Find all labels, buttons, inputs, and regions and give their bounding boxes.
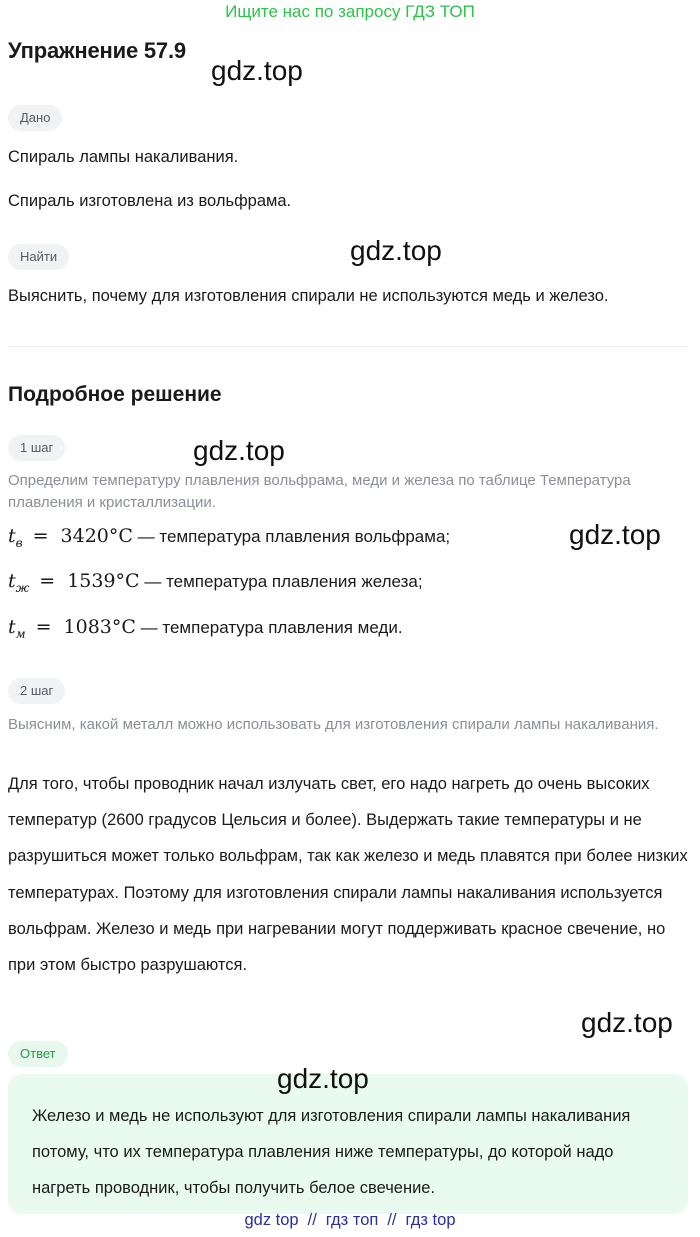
formula-copper: $t_м = 1083^\circ C$ — температура плавления меди. <box>8 616 403 641</box>
formula-value: 3420°C <box>60 525 133 547</box>
section-divider <box>8 346 688 347</box>
footer-link[interactable]: гдз top <box>405 1211 456 1229</box>
page-title: Упражнение 57.9 <box>8 38 186 63</box>
formula-description: — температура плавления вольфрама; <box>137 527 451 546</box>
step-2-hint: Выясним, какой металл можно использовать для изготовления спирали лампы накаливания. <box>8 716 659 733</box>
footer-separator: // <box>307 1211 317 1229</box>
watermark: gdz.top <box>277 1063 369 1094</box>
watermark: gdz.top <box>193 435 285 466</box>
watermark: gdz.top <box>211 55 303 86</box>
formula-tungsten: $t_в = 3420^\circ C$ — температура плавления вольфрама; <box>8 525 451 550</box>
given-line: Спираль изготовлена из вольфрама. <box>8 192 292 210</box>
step-2-chip: 2 шаг <box>8 678 65 704</box>
formula-description: — температура плавления железа; <box>144 572 423 591</box>
find-chip: Найти <box>8 244 69 270</box>
top-banner: Ищите нас по запросу ГДЗ ТОП <box>225 2 475 21</box>
formula-description: — температура плавления меди. <box>140 618 403 637</box>
formula-value: 1539°C <box>67 570 140 592</box>
watermark: gdz.top <box>350 235 442 266</box>
watermark: gdz.top <box>569 519 661 550</box>
step-1-chip: 1 шаг <box>8 435 65 461</box>
footer-separator: // <box>387 1211 397 1229</box>
formula-variable: $t_м$ <box>8 616 26 641</box>
find-line: Выяснить, почему для изготовления спирали не используются медь и железо. <box>8 287 609 305</box>
answer-text: Железо и медь не используют для изготовления спирали лампы накаливания потому, что их температура плавления ниже температуры, до которой надо нагреть проводник, чтобы получить белое свечение. <box>32 1107 631 1197</box>
answer-box <box>8 1074 688 1214</box>
formula-variable: $t_ж$ <box>8 570 30 595</box>
footer-link[interactable]: gdz top <box>244 1211 299 1229</box>
formula-iron: $t_ж = 1539^\circ C$ — температура плавления железа; <box>8 570 423 595</box>
step-1-hint: Определим температуру плавления вольфрама, меди и железа по таблице Температура плавления и кристаллизации. <box>8 472 631 511</box>
formula-variable: $t_в$ <box>8 525 23 550</box>
footer-links <box>0 1211 700 1230</box>
formula-value: 1083°C <box>63 616 136 638</box>
step-2-explanation: Для того, чтобы проводник начал излучать свет, его надо нагреть до очень высоких температур (2600 градусов Цельсия и более). Выдержать такие температуры и не разрушиться может только вольфрам, так как железо и медь плавятся при более низких температурах. Поэтому для изготовления спирали лампы накаливания используется вольфрам. Железо и медь при нагревании могут поддерживать красное свечение, но при этом быстро разрушаются. <box>8 775 688 975</box>
answer-chip: Ответ <box>8 1041 68 1067</box>
given-chip: Дано <box>8 105 62 131</box>
given-line: Спираль лампы накаливания. <box>8 148 239 166</box>
footer-link[interactable]: гдз топ <box>325 1211 379 1229</box>
watermark: gdz.top <box>581 1007 673 1038</box>
solution-title: Подробное решение <box>8 383 222 406</box>
